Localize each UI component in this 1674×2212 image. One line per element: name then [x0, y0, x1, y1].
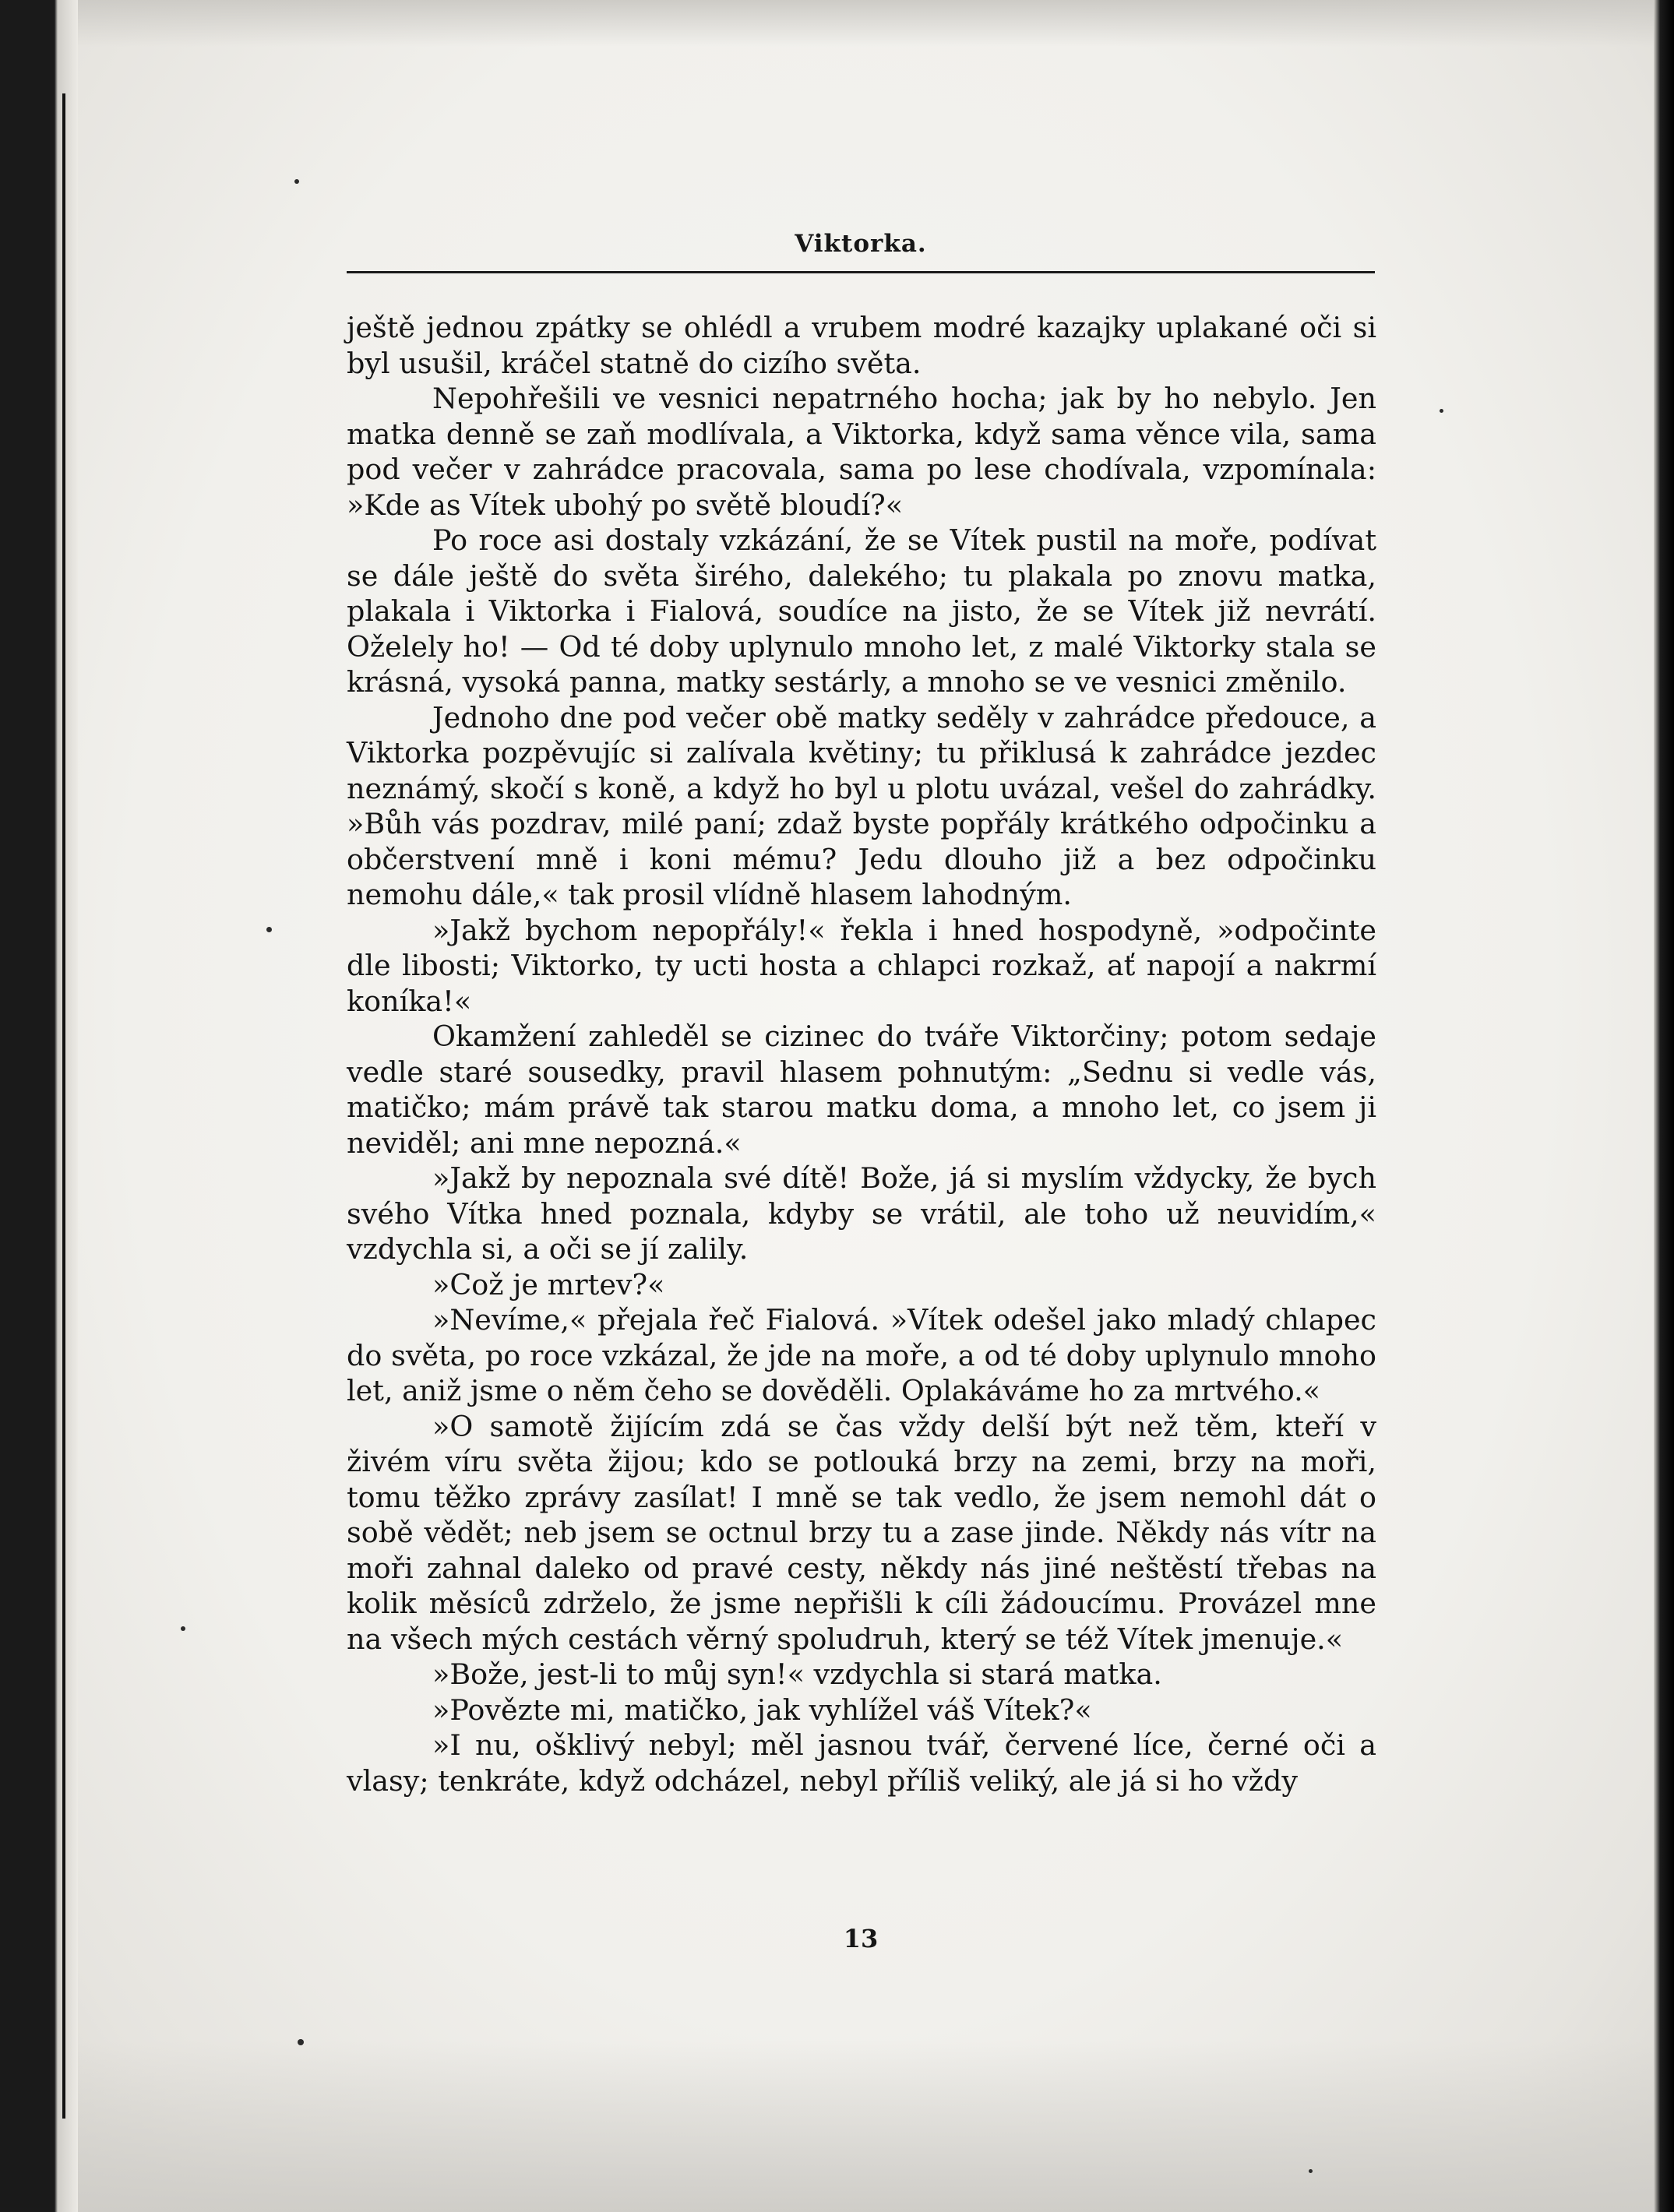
- paragraph: Jednoho dne pod večer obě matky seděly v zahrádce předouce, a Viktorka pozpěvujíc si zalívala květiny; tu přiklusá k zahrádce jezdec neznámý, skočí s koně, a když ho byl u plotu uvázal, vešel do zahrádky. »Bůh vás pozdrav, milé paní; zdaž byste popřály krátkého odpočinku a občerstvení mně i koni mému? Jedu dlouho již a bez odpočinku nemohu dále,« tak prosil vlídně hlasem lahodným.: [347, 700, 1376, 911]
- paragraph: »O samotě žijícím zdá se čas vždy delší být než těm, kteří v živém víru světa žijou; kdo se potlouká brzy na zemi, brzy na moři, tomu těžko zprávy zasílat! I mně se tak vedlo, že jsem nemohl dát o sobě vědět; neb jsem se octnul brzy tu a zase jinde. Někdy nás vítr na moři zahnal daleko od pravé cesty, někdy nás jiné neštěstí třebas na kolik měsíců zdrželo, že jsme nepřišli k cíli žádoucímu. Provázel mne na všech mých cestách věrný spoludruh, který se též Vítek jmenuje.«: [347, 1409, 1376, 1656]
- bottom-shadow: [62, 2041, 1655, 2212]
- paragraph: »Jakž by nepoznala své dítě! Bože, já si myslím vždycky, že bych svého Vítka hned poznala, kdyby se vrátil, ale toho už neuvidím,« vzdychla si, a oči se jí zalily.: [347, 1161, 1376, 1266]
- header-rule: [347, 271, 1375, 273]
- left-binding-edge: [0, 0, 78, 2212]
- paragraph: »Což je mrtev?«: [432, 1267, 665, 1301]
- dust-speck: [181, 1626, 185, 1631]
- paragraph: »Bože, jest-li to můj syn!« vzdychla si stará matka.: [432, 1657, 1162, 1691]
- paragraph: Nepohřešili ve vesnici nepatrného hocha; jak by ho nebylo. Jen matka denně se zaň modlívala, a Viktorka, když sama věnce vila, sama pod večer v zahrádce pracovala, sama po lese chodívala, vzpomínala: »Kde as Vítek ubohý po světě bloudí?«: [347, 382, 1376, 522]
- page-number: 13: [843, 1924, 879, 1953]
- running-header: Viktorka.: [795, 230, 927, 258]
- body-text: [347, 310, 1376, 1798]
- paragraph: »Povězte mi, matičko, jak vyhlížel váš Vítek?«: [432, 1692, 1092, 1727]
- dust-speck: [1440, 409, 1443, 413]
- top-shadow: [62, 0, 1655, 47]
- left-edge-line: [62, 93, 65, 2119]
- dust-speck: [266, 927, 272, 932]
- dust-speck: [294, 179, 299, 184]
- paragraph: Okamžení zahleděl se cizinec do tváře Viktorčiny; potom sedaje vedle staré sousedky, pravil hlasem pohnutým: „Sednu si vedle vás, matičko; mám právě tak starou matku doma, a mnoho let, co jsem ji neviděl; ani mne nepozná.«: [347, 1020, 1376, 1160]
- dust-speck: [298, 2039, 304, 2045]
- right-page-edge: [1654, 0, 1674, 2212]
- paragraph: »Nevíme,« přejala řeč Fialová. »Vítek odešel jako mladý chlapec do světa, po roce vzkázal, že jde na moře, a od té doby uplynulo mnoho let, aniž jsme o něm čeho se dověděli. Oplakáváme ho za mrtvého.«: [347, 1303, 1376, 1407]
- paragraph: ještě jednou zpátky se ohlédl a vrubem modré kazajky uplakané oči si byl usušil, kráčel statně do cizího světa.: [347, 311, 1376, 380]
- paragraph: Po roce asi dostaly vzkázání, že se Vítek pustil na moře, podívat se dále ještě do světa širého, dalekého; tu plakala po znovu matka, plakala i Viktorka i Fialová, soudíce na jisto, že se Vítek již nevrátí. Oželely ho! — Od té doby uplynulo mnoho let, z malé Viktorky stala se krásná, vysoká panna, matky sestárly, a mnoho se ve vesnici změnilo.: [347, 523, 1376, 699]
- paragraph: »I nu, ošklivý nebyl; měl jasnou tvář, červené líce, černé oči a vlasy; tenkráte, když odcházel, nebyl příliš veliký, ale já si ho vždy: [347, 1728, 1376, 1798]
- paragraph: »Jakž bychom nepopřály!« řekla i hned hospodyně, »odpočinte dle libosti; Viktorko, ty ucti hosta a chlapci rozkaž, ať napojí a nakrmí koníka!«: [347, 913, 1376, 1018]
- dust-speck: [1309, 2169, 1313, 2173]
